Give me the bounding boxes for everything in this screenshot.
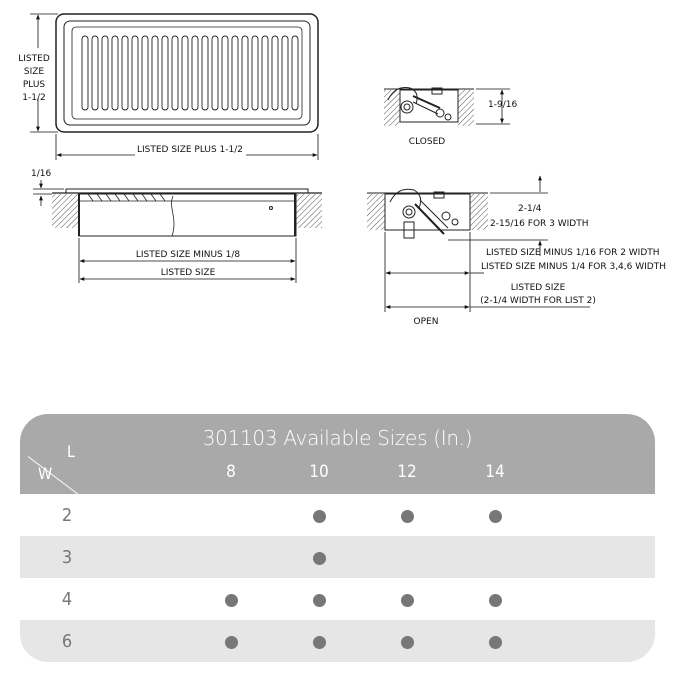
louver [112,36,118,110]
dim-listed-minus: LISTED SIZE MINUS 1/8 [135,250,241,260]
row-width-label: 4 [61,589,73,610]
availability-dot [225,594,238,607]
side-fin [88,194,93,201]
column-header-12: 12 [397,462,417,482]
dim-listed-right-1: LISTED SIZE [510,283,566,293]
sizes-table [20,414,655,662]
open-height-dimension [448,176,548,256]
side-fin [97,194,102,201]
table-title: 301103 Available Sizes (In.) [202,426,473,450]
column-header-10: 10 [309,462,329,482]
availability-dot [489,636,502,649]
column-header-8: 8 [226,462,236,482]
louver [172,36,178,110]
side-fin [160,194,165,201]
table-header [20,414,655,494]
row-width-label: 3 [61,547,73,568]
availability-dot [489,594,502,607]
column-header-14: 14 [485,462,505,482]
row-width-label: 6 [61,631,73,652]
dim-open-height-1: 2-1/4 [518,204,542,214]
dim-listed-plus-bottom: LISTED SIZE PLUS 1-1/2 [136,145,244,155]
louver [292,36,298,110]
table-body [20,494,655,662]
availability-dot [313,552,326,565]
damper-closed-detail [384,88,474,127]
louver [252,36,258,110]
availability-dot [313,510,326,523]
louver [122,36,128,110]
louver [262,36,268,110]
table-row [20,620,655,662]
louver [92,36,98,110]
corner-divider [28,456,81,497]
louver [132,36,138,110]
dim-listed-plus-side-3: PLUS [22,80,46,90]
side-fin [106,194,111,201]
louver [282,36,288,110]
corner-length-label: L [67,442,76,461]
register-side-section [52,189,322,236]
availability-dot [313,594,326,607]
louver [82,36,88,110]
louver [102,36,108,110]
dim-closed-height: 1-9/16 [488,100,518,110]
louver [222,36,228,110]
side-fin [151,194,156,201]
dim-listed-plus-side-2: SIZE [23,67,45,77]
louver [232,36,238,110]
louver [202,36,208,110]
table-row [20,578,655,620]
row-width-label: 2 [61,505,73,526]
dim-open-height-2: 2-15/16 FOR 3 WIDTH [490,219,589,229]
dim-minus-note-1: LISTED SIZE MINUS 1/16 FOR 2 WIDTH [486,248,660,258]
dim-listed: LISTED SIZE [160,268,216,278]
side-fin [142,194,147,201]
availability-dot [401,594,414,607]
availability-dot [489,510,502,523]
side-fin [115,194,120,201]
dim-minus-note-2: LISTED SIZE MINUS 1/4 FOR 3,4,6 WIDTH [481,262,666,272]
corner-width-label: W [38,464,53,483]
availability-dot [313,636,326,649]
side-fin [133,194,138,201]
louver [152,36,158,110]
louver [242,36,248,110]
louver [142,36,148,110]
damper-open-detail [367,189,488,238]
dim-listed-right-2: (2-1/4 WIDTH FOR LIST 2) [480,296,596,306]
label-open: OPEN [413,317,439,327]
availability-dot [401,636,414,649]
side-fin [124,194,129,201]
table-row [20,536,655,578]
louver [182,36,188,110]
dim-listed-plus-side-4: 1-1/2 [22,93,46,103]
louver [212,36,218,110]
louver [272,36,278,110]
availability-dot [225,636,238,649]
louver [162,36,168,110]
label-closed: CLOSED [408,137,446,147]
louver [192,36,198,110]
dim-gap: 1/16 [31,169,52,179]
table-row [20,494,655,536]
dim-listed-plus-side-1: LISTED [18,54,50,64]
register-top-view [56,14,318,132]
availability-dot [401,510,414,523]
